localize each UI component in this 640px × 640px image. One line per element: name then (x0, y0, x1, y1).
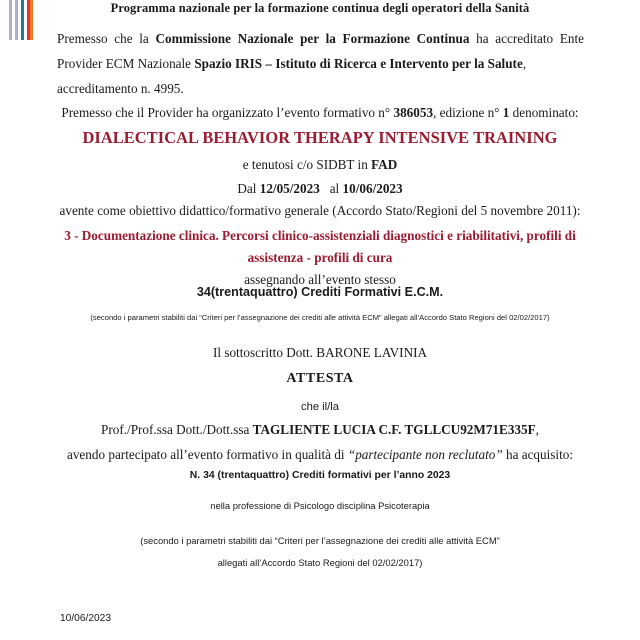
footer-date: 10/06/2023 (60, 613, 111, 624)
date-to-value: 10/06/2023 (342, 181, 403, 196)
event-intro-post: denominato: (509, 105, 579, 120)
event-number: 386053 (393, 105, 434, 120)
role-qualifier: “partecipante non reclutato” (347, 447, 503, 462)
attestation-disclaimer-line-2: allegati all’Accordo Stato Regioni del 02/02/2017) (217, 557, 423, 568)
participation-role-line (0, 447, 640, 463)
acquired-credits-line: N. 34 (trentaquattro) Crediti formativi per l’anno 2023 (189, 470, 451, 481)
accreditation-paragraph (57, 26, 584, 101)
venue-mode: FAD (371, 157, 398, 172)
venue-text: e tenutosi c/o SIDBT in (242, 157, 372, 172)
accreditation-text-post: ha accreditato Ente (469, 31, 585, 46)
attesta-heading: ATTESTA (286, 371, 354, 386)
provider-text-pre: Provider ECM Nazionale (57, 56, 195, 71)
event-title: DIALECTICAL BEHAVIOR THERAPY INTENSIVE TRAINING (82, 128, 558, 147)
event-intro-pre: Premesso che il Provider ha organizzato l’evento formativo n° (61, 105, 394, 120)
event-dates-line (0, 181, 640, 197)
credits-disclaimer: (secondo i parametri stabiliti dai “Criteri per l’assegnazione dei crediti alle attività ECM” allegati all’Accordo Stato Regioni del 02/02/2017) (90, 313, 550, 322)
provider-name: Spazio IRIS – Istituto di Ricerca e Intervento per la Salute (194, 56, 523, 71)
objective-line-1: 3 - Documentazione clinica. Percorsi clinico-assistenziali diagnostici e riabilitativi, profili di (64, 228, 576, 243)
cf-suffix: , (535, 422, 539, 437)
date-from-value: 12/05/2023 (259, 181, 320, 196)
accreditation-number: accreditamento n. 4995. (57, 81, 184, 96)
event-venue-line (0, 157, 640, 173)
participant-name: TAGLIENTE LUCIA (252, 422, 376, 437)
that-label: che il/la (301, 401, 339, 413)
objective-intro: avente come obiettivo didattico/formativo generale (Accordo Stato/Regioni del 5 novembre 2011): (59, 203, 581, 218)
role-post: ha acquisito: (502, 447, 574, 462)
attestation-disclaimer-line-1: (secondo i parametri stabiliti dai “Criteri per l’assegnazione dei crediti alle attività ECM” (140, 535, 500, 546)
commission-name: Commissione Nazionale per la Formazione Continua (155, 31, 470, 46)
profession-line: nella professione di Psicologo disciplina Psicoterapia (210, 500, 430, 511)
provider-text-post: , (522, 56, 527, 71)
participant-prefix: Prof./Prof.ssa Dott./Dott.ssa (101, 422, 253, 437)
role-pre: avendo partecipato all’evento formativo in qualità di (66, 447, 348, 462)
page-title: Programma nazionale per la formazione continua degli operatori della Sanità (110, 1, 530, 15)
objective-line-2: assistenza - profili di cura (247, 250, 393, 265)
cf-value: TGLLCU92M71E335F (404, 422, 536, 437)
cf-label: C.F. (375, 422, 405, 437)
assigning-label: assegnando all’evento stesso (244, 272, 396, 287)
participant-line (0, 422, 640, 438)
credits-amount: 34(trentaquattro) Crediti Formativi E.C.M. (196, 285, 444, 299)
date-to-label: al (329, 181, 340, 196)
event-intro-mid: , edizione n° (433, 105, 503, 120)
date-from-label: Dal (237, 181, 257, 196)
event-intro-line (0, 105, 640, 121)
accreditation-text-pre: Premesso che la (57, 31, 156, 46)
signatory-line: Il sottoscritto Dott. BARONE LAVINIA (212, 345, 428, 360)
edition-number: 1 (502, 105, 510, 120)
